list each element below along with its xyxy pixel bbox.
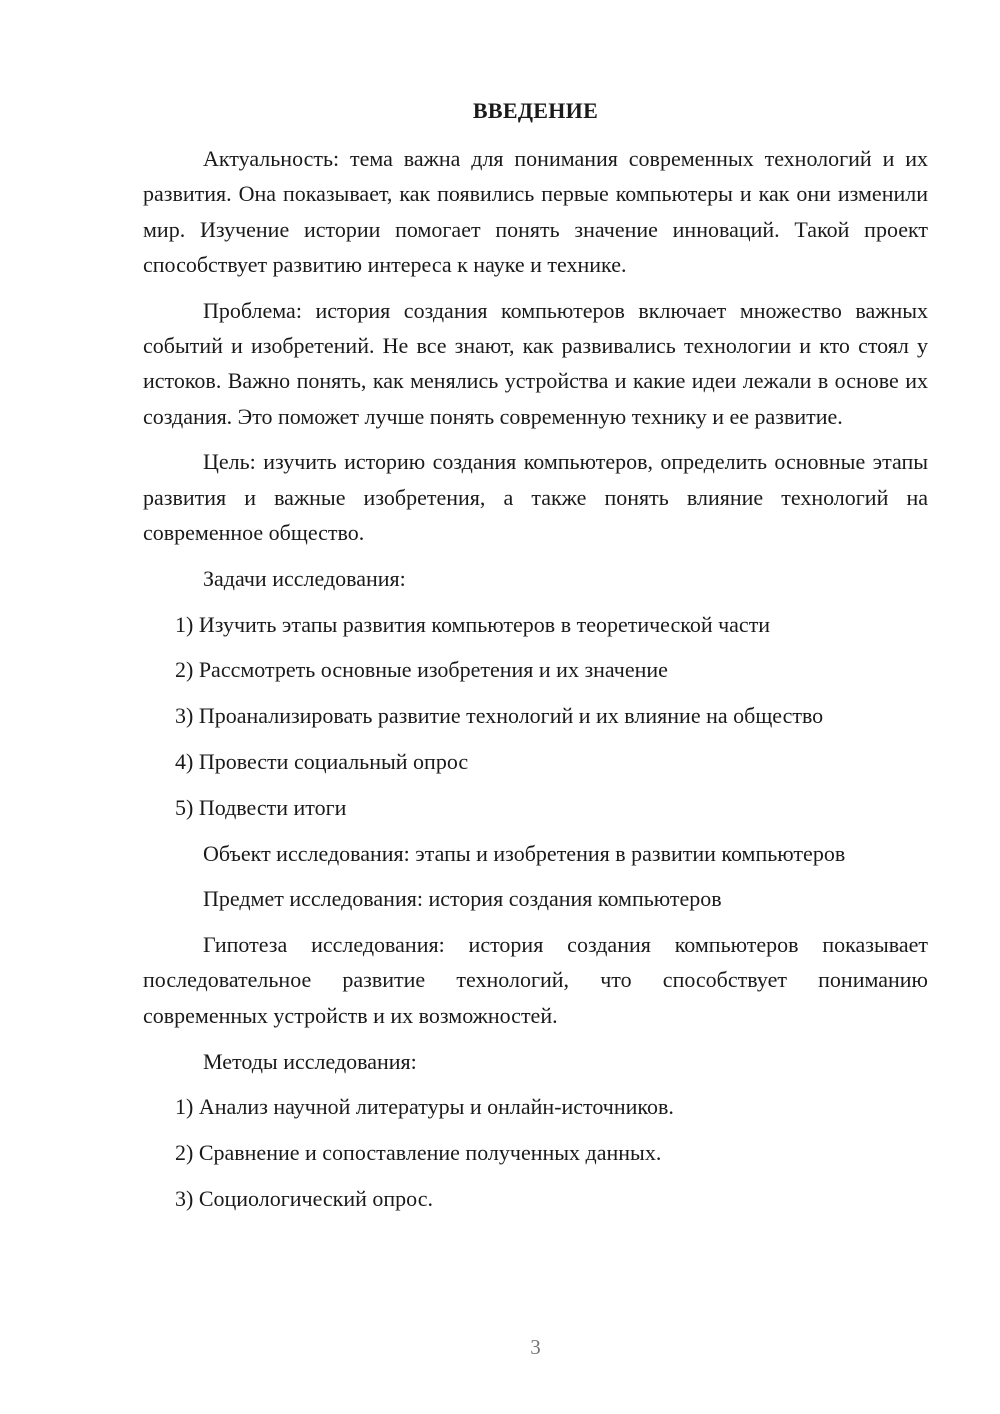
task-item: 2) Рассмотреть основные изобретения и их значение — [175, 657, 668, 683]
task-item: 3) Проанализировать развитие технологий и их влияние на общество — [175, 703, 824, 729]
object-paragraph: Объект исследования: этапы и изобретения в развитии компьютеров — [203, 840, 846, 866]
task-item: 1) Изучить этапы развития компьютеров в теоретической части — [175, 611, 771, 637]
page-number: 3 — [530, 1335, 541, 1359]
task-item: 5) Подвести итоги — [175, 794, 347, 820]
goal-paragraph: Цель: изучить историю создания компьютеров, определить основные этапы развития и важные изобретения, а также понять влияние технологий на современное общество. — [143, 449, 928, 545]
relevance-paragraph: Актуальность: тема важна для понимания современных технологий и их развития. Она показывает, как появились первые компьютеры и как они изменили мир. Изучение истории помогает понять значение инноваций. Такой проект способствует развитию интереса к науке и технике. — [143, 146, 928, 277]
document-page — [143, 0, 928, 1414]
page-title: ВВЕДЕНИЕ — [472, 98, 599, 123]
hypothesis-paragraph: Гипотеза исследования: история создания компьютеров показывает последовательное развитие технологий, что способствует пониманию современных устройств и их возможностей. — [143, 932, 928, 1028]
document-body — [143, 141, 928, 1227]
methods-heading: Методы исследования: — [203, 1048, 417, 1074]
subject-paragraph: Предмет исследования: история создания компьютеров — [203, 886, 722, 912]
method-item: 1) Анализ научной литературы и онлайн-источников. — [175, 1094, 674, 1120]
problem-paragraph: Проблема: история создания компьютеров включает множество важных событий и изобретений. Не все знают, как развивались технологии и кто стоял у истоков. Важно понять, как менялись устройства и какие идеи лежали в основе их создания. Это поможет лучше понять современную технику и ее развитие. — [143, 297, 928, 429]
tasks-heading: Задачи исследования: — [203, 565, 406, 591]
method-item: 3) Социологический опрос. — [175, 1185, 433, 1211]
method-item: 2) Сравнение и сопоставление полученных данных. — [175, 1140, 662, 1166]
task-item: 4) Провести социальный опрос — [175, 748, 469, 774]
